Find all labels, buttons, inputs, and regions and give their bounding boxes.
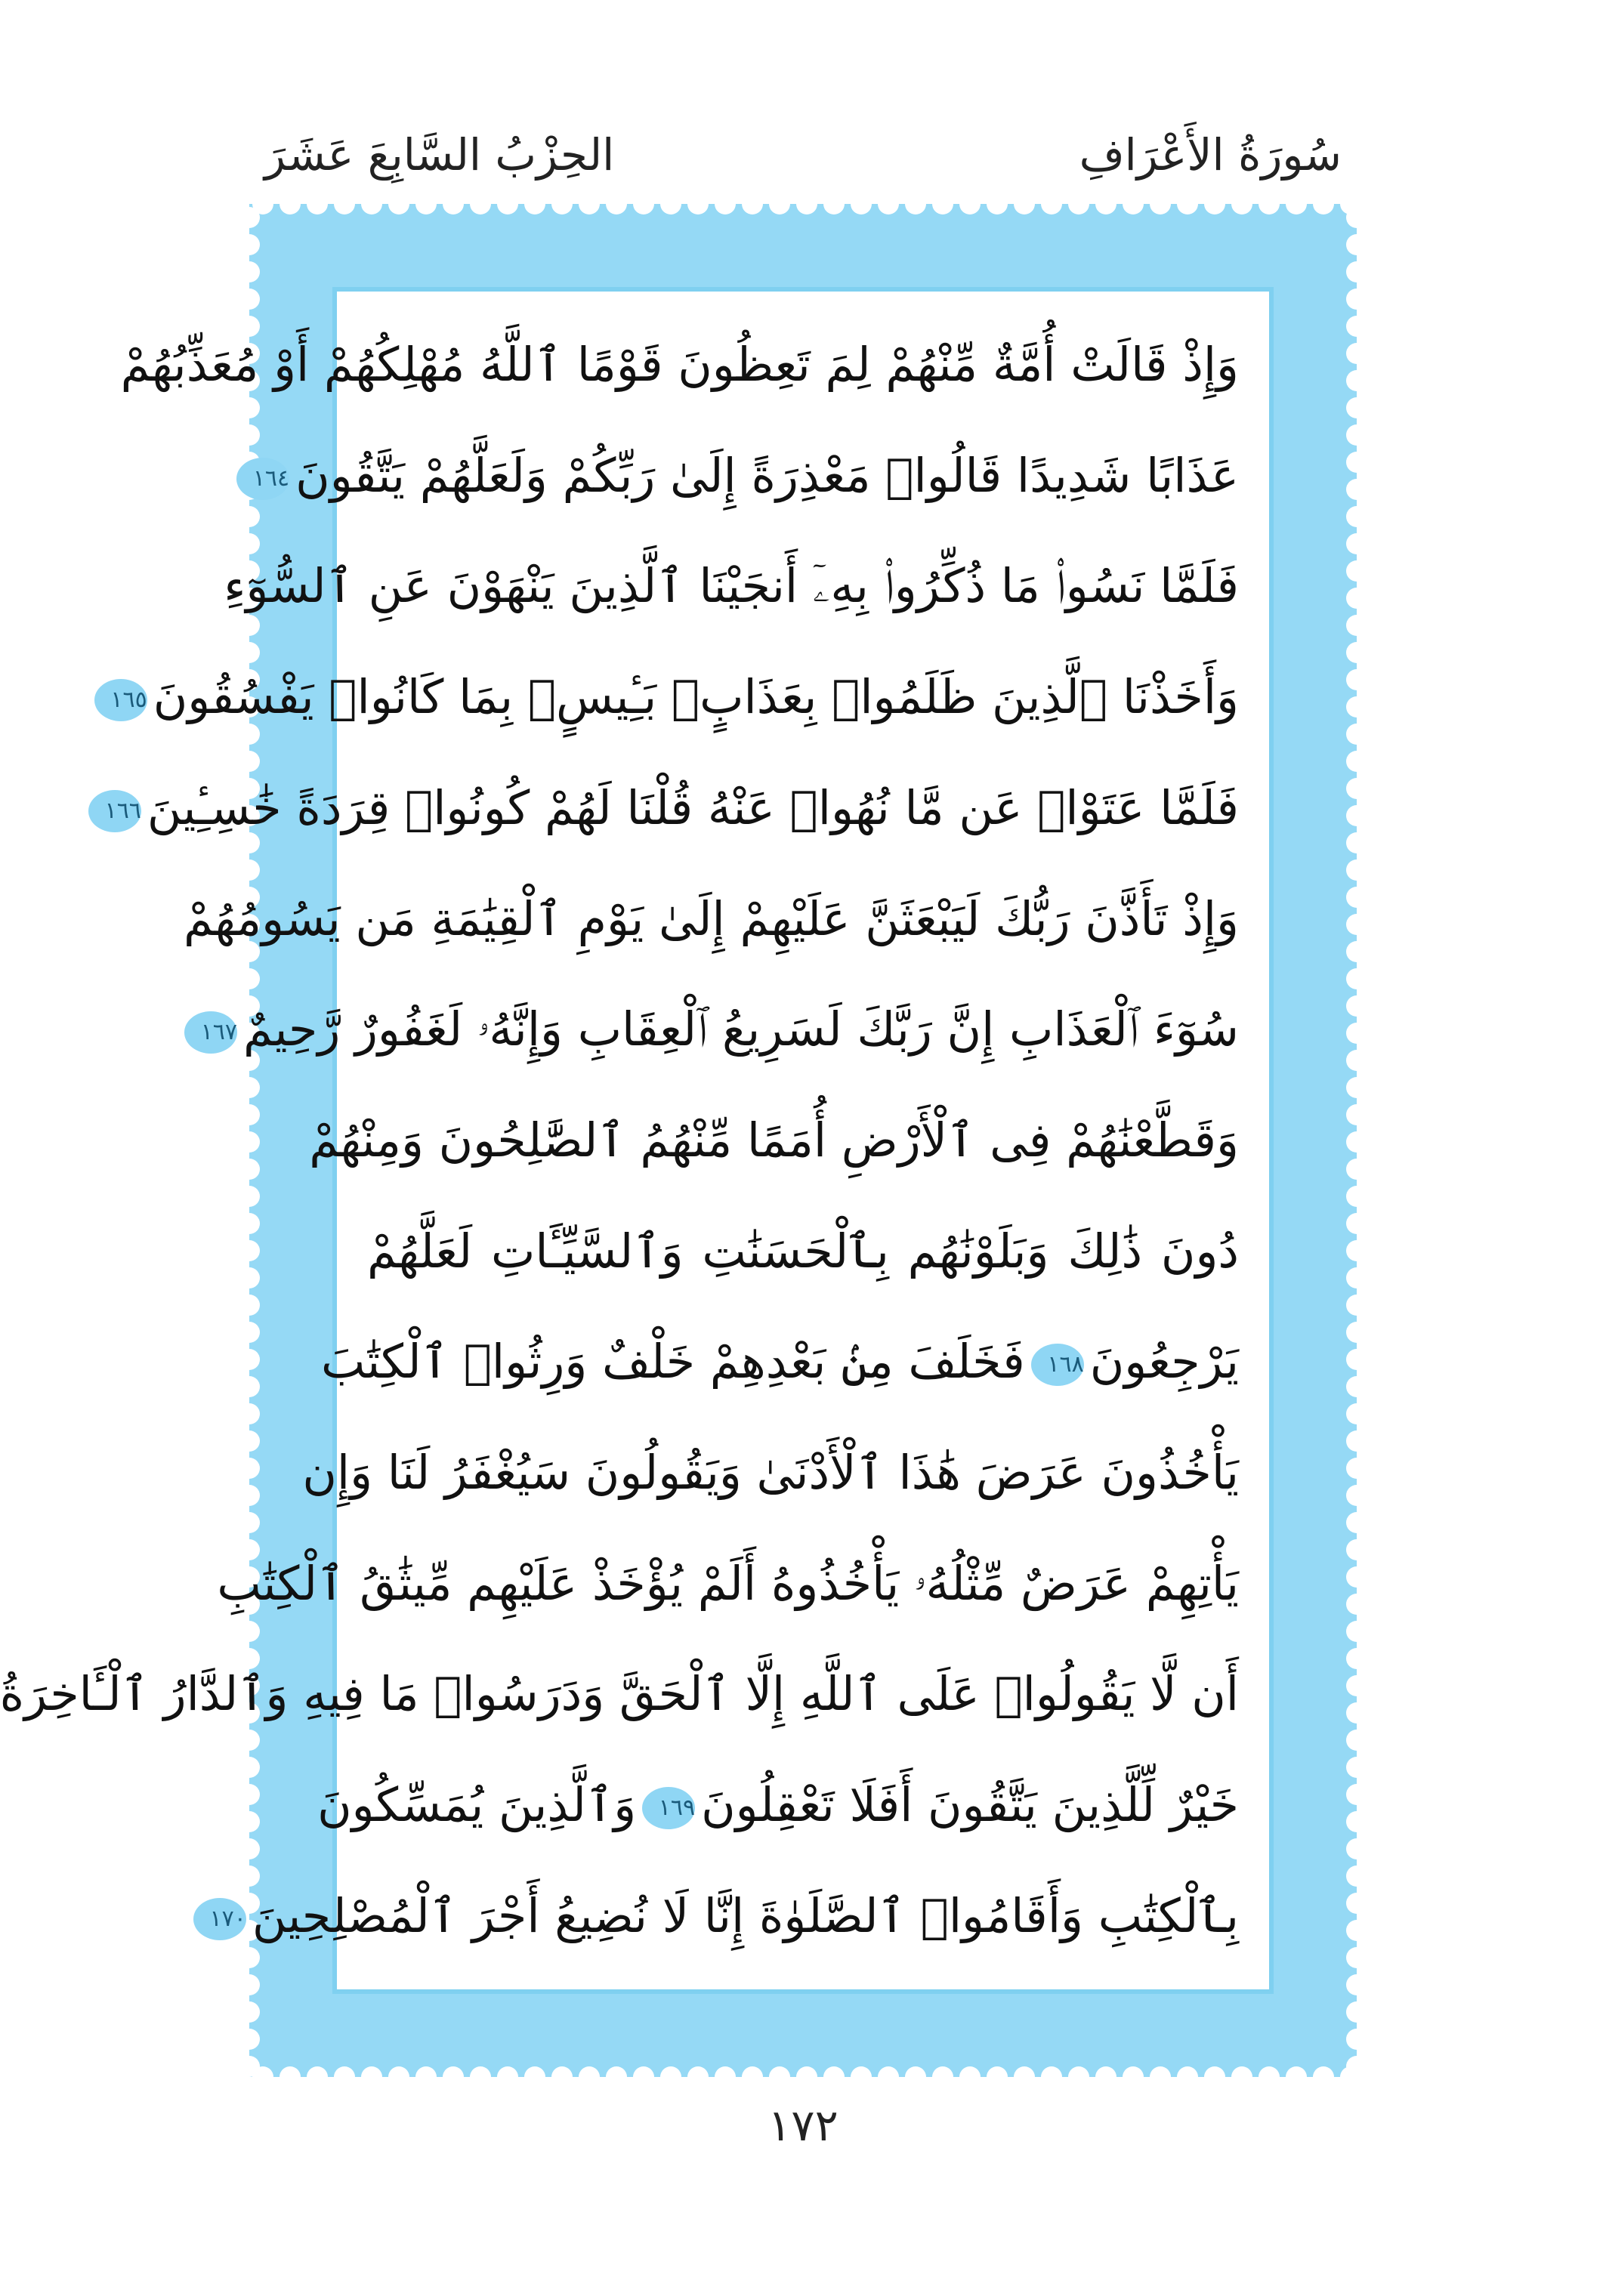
verse-line (184, 869, 1239, 970)
decorative-frame (0, 204, 1357, 2077)
verse-text: فَلَمَّا نَسُوا۟ مَا ذُكِّرُوا۟ بِهِۦٓ أَنجَيْنَا ٱلَّذِينَ يَنْهَوْنَ عَنِ ٱلسُّوٓءِ (224, 558, 1239, 614)
verse-text: خَيْرٌ لِّلَّذِينَ يَتَّقُونَ أَفَلَا تَعْقِلُونَ (701, 1777, 1239, 1833)
ayah-number-marker: ١٦٩ (642, 1787, 695, 1829)
verse-text: بِٱلْكِتَٰبِ وَأَقَامُوا۟ ٱلصَّلَوٰةَ إِنَّا لَا نُضِيعُ أَجْرَ ٱلْمُصْلِحِينَ (252, 1887, 1239, 1943)
verse-text: وَإِذْ قَالَتْ أُمَّةٌ مِّنْهُمْ لِمَ تَعِظُونَ قَوْمًا ٱللَّهُ مُهْلِكُهُمْ أَوْ مُعَذِّبُهُمْ (120, 337, 1239, 392)
verse-line (217, 1533, 1239, 1634)
verse-line (110, 647, 1239, 748)
page-number: ١٧٢ (767, 2100, 839, 2151)
verse-text: دُونَ ذَٰلِكَ وَبَلَوْنَٰهُم بِٱلْحَسَنَٰتِ وَٱلسَّيِّـَٔاتِ لَعَلَّهُمْ (367, 1223, 1239, 1279)
verse-line (200, 979, 1239, 1080)
verse-text: فَلَمَّا عَتَوْا۟ عَن مَّا نُهُوا۟ عَنْهُ قُلْنَا لَهُمْ كُونُوا۟ قِرَدَةً خَٰسِـِٔينَ (147, 779, 1239, 835)
verse-lines (0, 314, 1239, 1967)
verse-text: وَإِذْ تَأَذَّنَ رَبُّكَ لَيَبْعَثَنَّ عَلَيْهِمْ إِلَىٰ يَوْمِ ٱلْقِيَٰمَةِ مَن يَسُومُهُمْ (184, 890, 1239, 946)
verse-text: فَخَلَفَ مِنۢ بَعْدِهِمْ خَلْفٌ وَرِثُوا۟ ٱلْكِتَٰبَ (320, 1334, 1025, 1390)
verse-line (367, 1201, 1239, 1302)
ayah-number-marker: ١٦٥ (94, 679, 147, 721)
verse-line (252, 425, 1239, 526)
ayah-number-marker: ١٦٨ (1031, 1344, 1084, 1386)
verse-text: وَأَخَذْنَا ٱلَّذِينَ ظَلَمُوا۟ بِعَذَابٍۭ بَـِٔيسٍۭ بِمَا كَانُوا۟ يَفْسُقُونَ (153, 669, 1239, 725)
page-header (264, 113, 1342, 196)
verse-line (120, 314, 1239, 415)
text-area (0, 287, 1274, 1994)
verse-text: وَٱلَّذِينَ يُمَسِّكُونَ (317, 1777, 637, 1833)
verse-text: عَذَابًا شَدِيدًا قَالُوا۟ مَعْذِرَةً إِلَىٰ رَبِّكُمْ وَلَعَلَّهُمْ يَتَّقُونَ (295, 447, 1239, 503)
verse-text: أَن لَّا يَقُولُوا۟ عَلَى ٱللَّهِ إِلَّا ٱلْحَقَّ وَدَرَسُوا۟ مَا فِيهِ وَٱلدَّارُ ٱلْـَٔاخِرَةُ (0, 1666, 1239, 1722)
ayah-number-marker: ١٧٠ (193, 1898, 246, 1940)
verse-text: يَأْتِهِمْ عَرَضٌ مِّثْلُهُۥ يَأْخُذُوهُ أَلَمْ يُؤْخَذْ عَلَيْهِم مِّيثَٰقُ ٱلْكِتَٰبِ (217, 1555, 1239, 1611)
verse-line (0, 1643, 1239, 1745)
verse-text: يَأْخُذُونَ عَرَضَ هَٰذَا ٱلْأَدْنَىٰ وَيَقُولُونَ سَيُغْفَرُ لَنَا وَإِن (302, 1445, 1239, 1501)
surah-name: سُورَةُ الأَعْرَافِ (1079, 129, 1342, 181)
verse-text: يَرْجِعُونَ (1089, 1334, 1239, 1390)
verse-line (302, 1422, 1239, 1523)
ayah-number-marker: ١٦٧ (184, 1011, 237, 1054)
verse-line (224, 535, 1239, 637)
verse-line (320, 1311, 1239, 1412)
hizb-label: الحِزْبُ السَّابِعَ عَشَرَ (264, 129, 615, 181)
verse-line (209, 1866, 1239, 1967)
verse-line (317, 1754, 1239, 1856)
ayah-number-marker: ١٦٦ (88, 790, 141, 832)
verse-line (104, 758, 1239, 859)
verse-text: سُوٓءَ ٱلْعَذَابِ إِنَّ رَبَّكَ لَسَرِيعُ ٱلْعِقَابِ وَإِنَّهُۥ لَغَفُورٌ رَّحِيمٌ (243, 1001, 1239, 1057)
verse-line (309, 1090, 1239, 1191)
verse-text: وَقَطَّعْنَٰهُمْ فِى ٱلْأَرْضِ أُمَمًا مِّنْهُمُ ٱلصَّٰلِحُونَ وَمِنْهُمْ (309, 1112, 1239, 1168)
ayah-number-marker: ١٦٤ (236, 458, 289, 500)
